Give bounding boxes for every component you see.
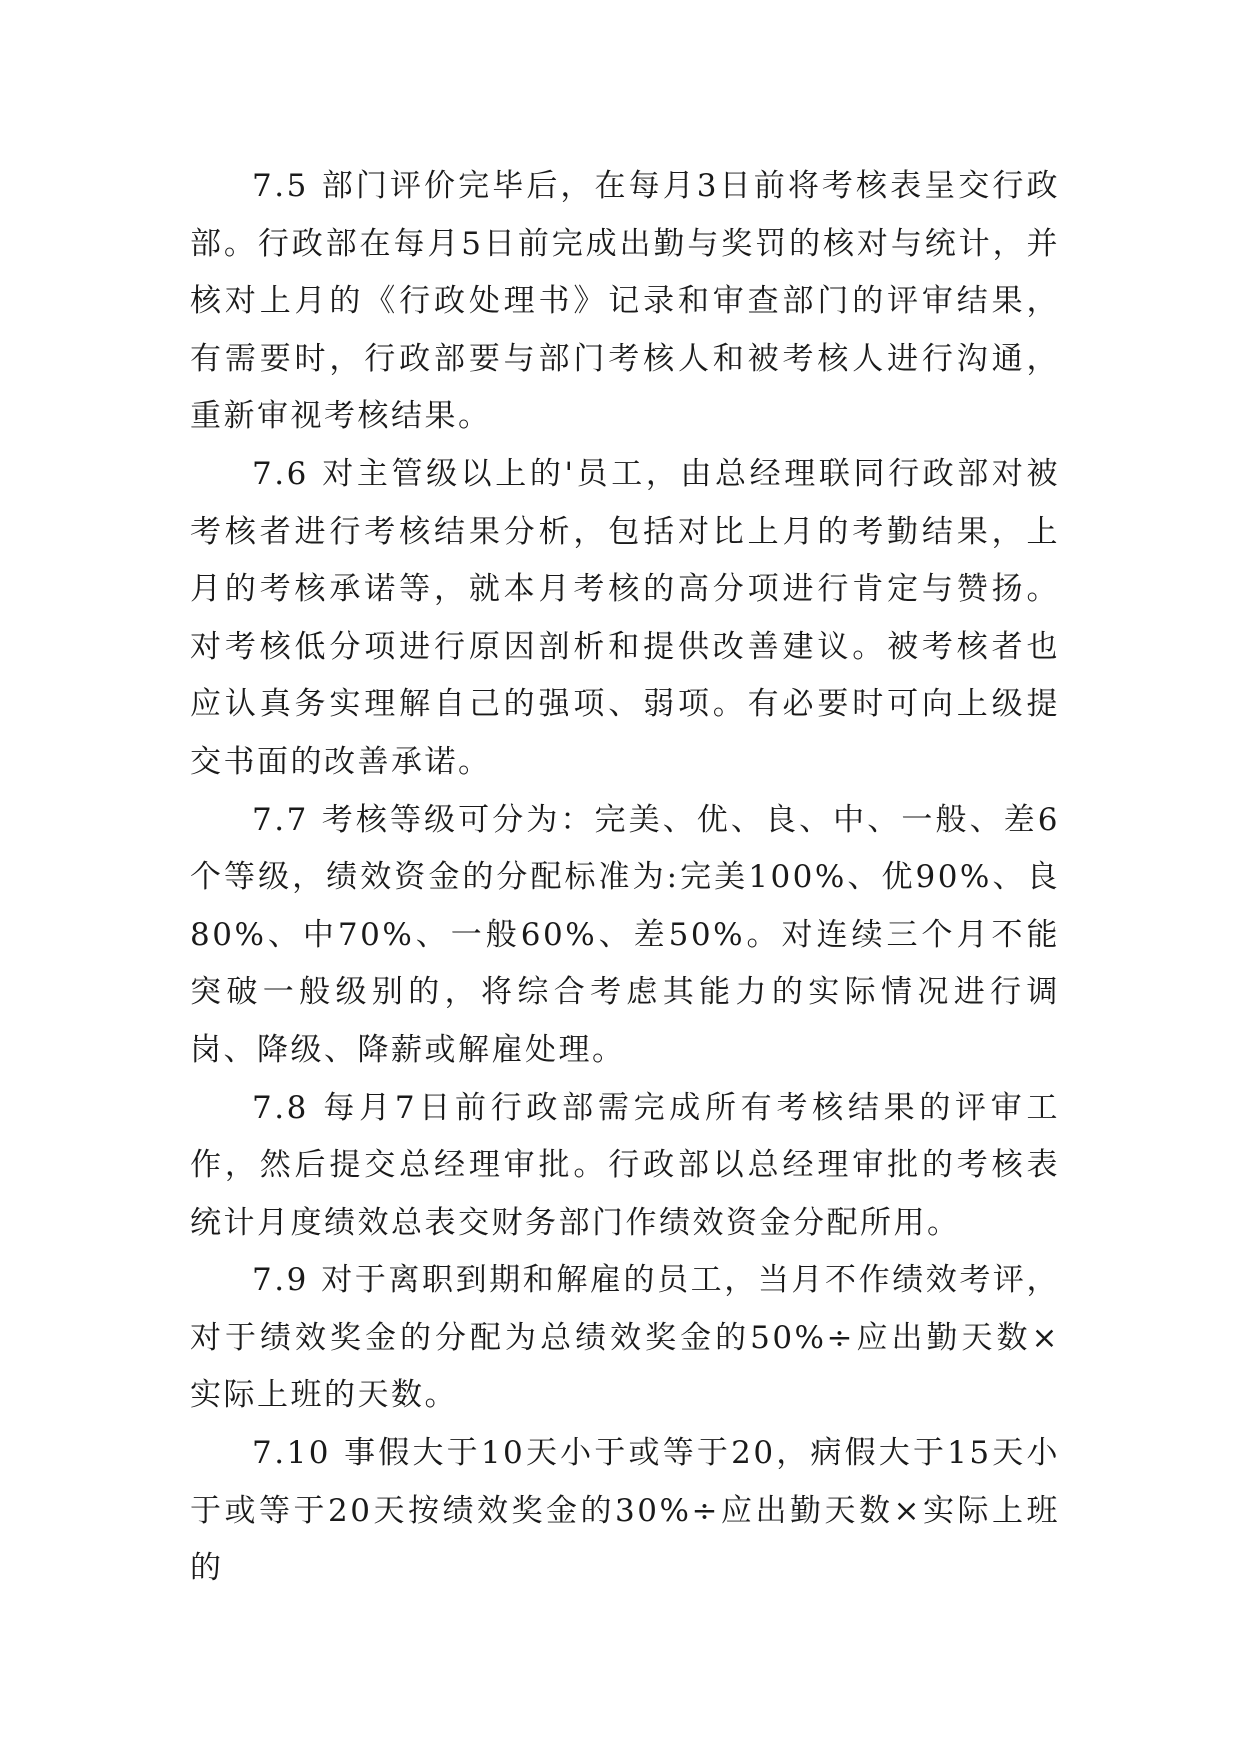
paragraph-7-10: 7.10 事假大于10天小于或等于20，病假大于15天小于或等于20天按绩效奖金的30%÷应出勤天数×实际上班的 bbox=[190, 1435, 1060, 1587]
document-body bbox=[190, 158, 1060, 1598]
paragraph-7-7: 7.7 考核等级可分为：完美、优、良、中、一般、差6个等级，绩效资金的分配标准为:完美100%、优90%、良80%、中70%、一般60%、差50%。对连续三个月不能突破一般级别的，将综合考虑其能力的实际情况进行调岗、降级、降薪或解雇处理。 bbox=[190, 801, 1060, 1068]
paragraph-7-8: 7.8 每月7日前行政部需完成所有考核结果的评审工作，然后提交总经理审批。行政部以总经理审批的考核表统计月度绩效总表交财务部门作绩效资金分配所用。 bbox=[190, 1089, 1060, 1241]
paragraph-7-9: 7.9 对于离职到期和解雇的员工，当月不作绩效考评，对于绩效奖金的分配为总绩效奖金的50%÷应出勤天数×实际上班的天数。 bbox=[190, 1262, 1060, 1414]
paragraph-7-5: 7.5 部门评价完毕后，在每月3日前将考核表呈交行政部。行政部在每月5日前完成出勤与奖罚的核对与统计，并核对上月的《行政处理书》记录和审查部门的评审结果，有需要时，行政部要与部门考核人和被考核人进行沟通，重新审视考核结果。 bbox=[190, 168, 1060, 435]
paragraph-7-6: 7.6 对主管级以上的'员工，由总经理联同行政部对被考核者进行考核结果分析，包括对比上月的考勤结果，上月的考核承诺等，就本月考核的高分项进行肯定与赞扬。对考核低分项进行原因剖析和提供改善建议。被考核者也应认真务实理解自己的强项、弱项。有必要时可向上级提交书面的改善承诺。 bbox=[190, 455, 1060, 780]
